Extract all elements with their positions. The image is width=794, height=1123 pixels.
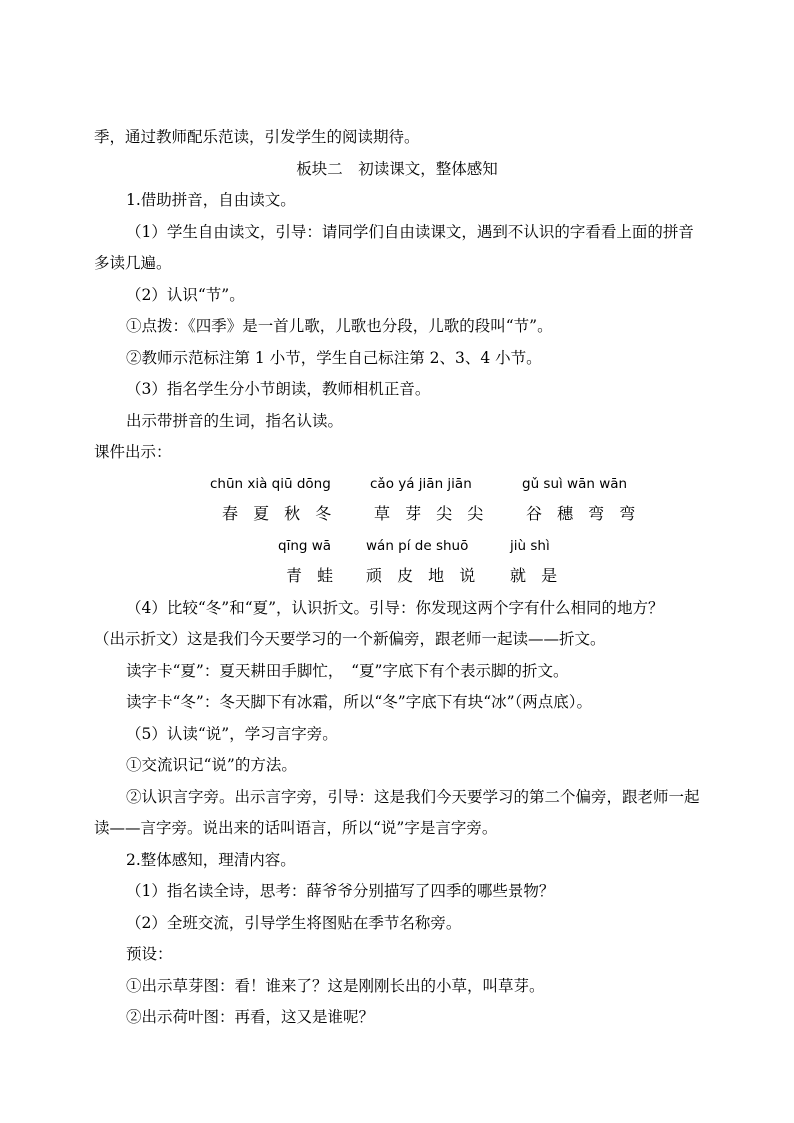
- paragraph-line: 季，通过教师配乐范读，引发学生的阅读期待。: [94, 128, 420, 146]
- pinyin-group: chūn xià qiū dōng: [210, 476, 331, 492]
- paragraph-line: （1）指名读全诗，思考：薛爷爷分别描写了四季的哪些景物？: [126, 882, 555, 900]
- hanzi-group: 谷 穗 弯 弯: [526, 504, 636, 523]
- paragraph-line: ②出示荷叶图：再看，这又是谁呢？: [126, 1008, 375, 1026]
- paragraph-line: 课件出示：: [94, 443, 172, 461]
- paragraph-line: 读字卡“夏”：夏天耕田手脚忙， “夏”字底下有个表示脚的折文。: [126, 662, 569, 680]
- paragraph-line: （1）学生自由读文，引导：请同学们自由读课文，遇到不认识的字看看上面的拼音: [126, 223, 694, 241]
- hanzi-group: 春 夏 秋 冬: [222, 504, 332, 523]
- pinyin-group: qīng wā: [278, 538, 332, 554]
- hanzi-group: 顽 皮 地 说: [366, 566, 476, 585]
- paragraph-line: 读——言字旁。说出来的话叫语言，所以“说”字是言字旁。: [94, 819, 498, 837]
- paragraph-line: （2）认识“节”。: [126, 286, 245, 304]
- hanzi-group: 草 芽 尖 尖: [374, 504, 484, 523]
- section-heading: 板块二 初读课文，整体感知: [296, 160, 498, 178]
- pinyin-group: gǔ suì wān wān: [522, 476, 628, 492]
- hanzi-group: 青 蛙: [286, 566, 334, 585]
- paragraph-line: （2）全班交流，引导学生将图贴在季节名称旁。: [126, 914, 462, 932]
- paragraph-line: （出示折文）这是我们今天要学习的一个新偏旁，跟老师一起读——折文。: [94, 630, 606, 648]
- paragraph-line: 预设：: [126, 945, 173, 963]
- paragraph-line: （5）认读“说”，学习言字旁。: [126, 725, 338, 743]
- paragraph-line: 出示带拼音的生词，指名认读。: [126, 412, 344, 430]
- hanzi-group: 就 是: [510, 566, 558, 585]
- paragraph-line: （3）指名学生分小节朗读，教师相机正音。: [126, 380, 431, 398]
- paragraph-line: ①出示草芽图：看！谁来了？这是刚刚长出的小草，叫草芽。: [126, 977, 545, 995]
- pinyin-group: jiù shì: [510, 538, 550, 554]
- pinyin-group: wán pí de shuō: [366, 538, 469, 554]
- pinyin-group: cǎo yá jiān jiān: [370, 476, 472, 492]
- step-heading: 2.整体感知，理清内容。: [126, 851, 296, 869]
- paragraph-line: ①点拨：《四季》是一首儿歌，儿歌也分段，儿歌的段叫“节”。: [126, 317, 553, 335]
- paragraph-line: （4）比较“冬”和“夏”，认识折文。引导：你发现这两个字有什么相同的地方？: [126, 599, 664, 617]
- paragraph-line: ①交流识记“说”的方法。: [126, 756, 297, 774]
- paragraph-line: 多读几遍。: [94, 254, 172, 272]
- paragraph-line: ②教师示范标注第 1 小节，学生自己标注第 2、3、4 小节。: [126, 349, 542, 367]
- step-heading: 1.借助拼音，自由读文。: [126, 191, 296, 209]
- paragraph-line: 读字卡“冬”：冬天脚下有冰霜，所以“冬”字底下有块“冰”（两点底）。: [126, 693, 593, 711]
- paragraph-line: ②认识言字旁。出示言字旁，引导：这是我们今天要学习的第二个偏旁，跟老师一起: [126, 788, 700, 806]
